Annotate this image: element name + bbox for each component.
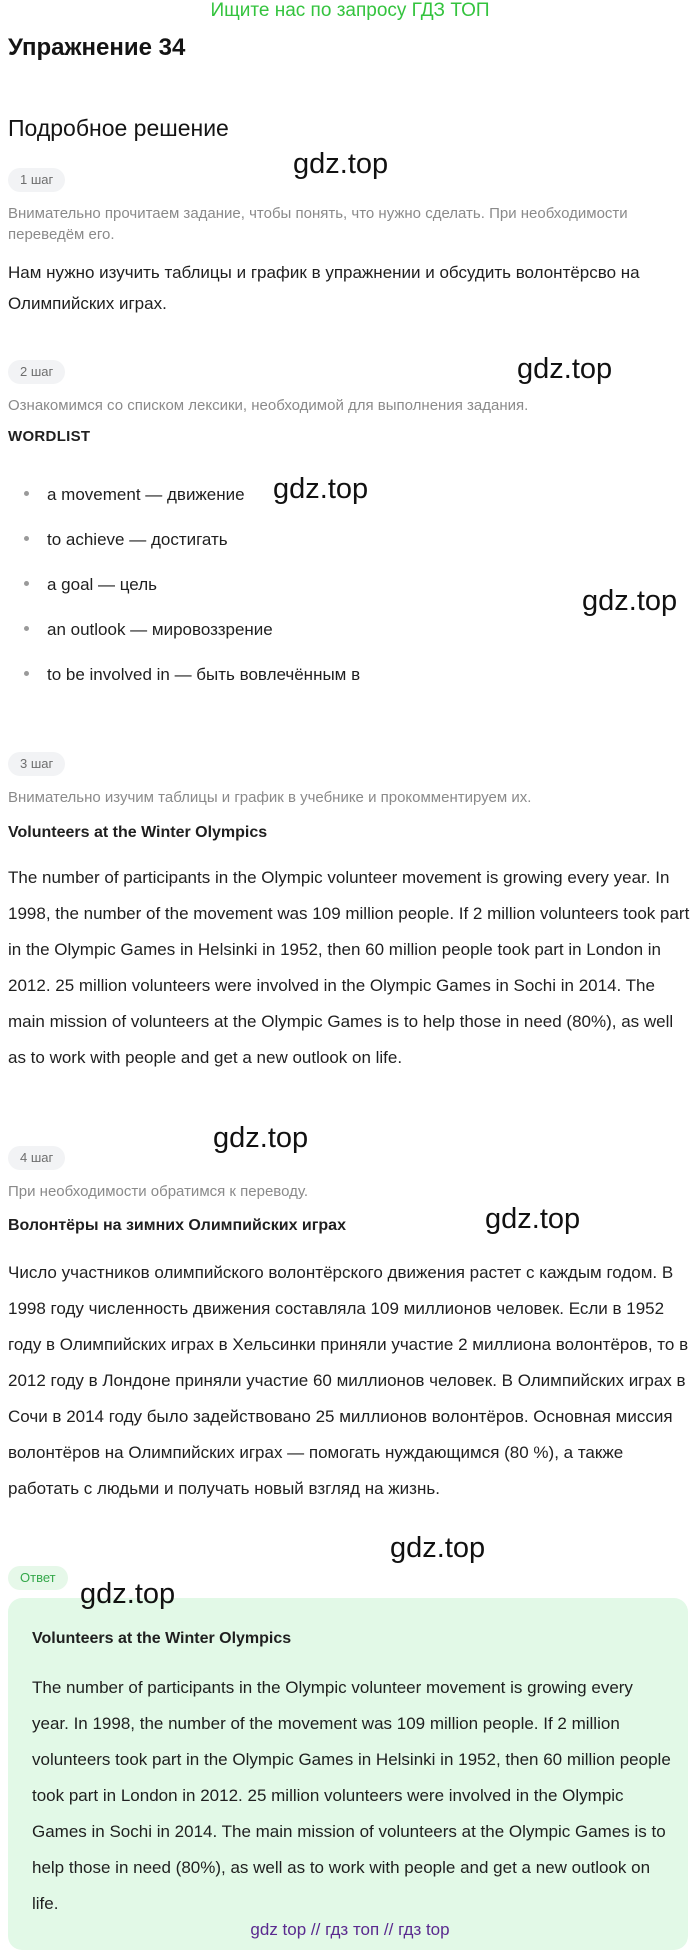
answer-heading: Volunteers at the Winter Olympics xyxy=(32,1630,292,1647)
word-entry: to achieve — достигать xyxy=(47,530,228,549)
wordlist-title: WORDLIST xyxy=(8,428,91,445)
step-text-1: Нам нужно изучить таблицы и график в упражнении и обсудить волонтёрсво на Олимпийских играх. xyxy=(8,263,640,313)
watermark: gdz.top xyxy=(273,473,369,505)
step-heading-3: Volunteers at the Winter Olympics xyxy=(8,824,268,841)
answer-badge: Ответ xyxy=(8,1566,68,1590)
step-badge-2: 2 шаг xyxy=(8,360,65,384)
step-hint-1: Внимательно прочитаем задание, чтобы понять, что нужно сделать. При необходимости переведём его. xyxy=(8,205,628,243)
step-text-4: Число участников олимпийского волонтёрского движения растет с каждым годом. В 1998 году численность движения составляла 109 миллионов человек. Если в 1952 году в Олимпийских играх в Хельсинки приняли участие 2 миллиона волонтёров, то в 2012 году в Лондоне приняли участие 60 миллионов человек. В Олимпийских играх в Сочи в 2014 году было задействовано 25 миллионов волонтёров. Основная миссия волонтёров на Олимпийских играх — помогать нуждающимся (80 %), а также работать с людьми и получать новый взгляд на жизнь. xyxy=(8,1263,689,1498)
step-hint-4: При необходимости обратимся к переводу. xyxy=(8,1183,309,1200)
step-badge-4: 4 шаг xyxy=(8,1146,65,1170)
word-entry: a goal — цель xyxy=(47,575,157,594)
bullet-icon xyxy=(24,491,29,496)
list-item xyxy=(24,620,273,640)
step-badge-3: 3 шаг xyxy=(8,752,65,776)
list-item xyxy=(24,530,228,550)
watermark: gdz.top xyxy=(293,148,389,180)
watermark: gdz.top xyxy=(485,1203,581,1235)
watermark: gdz.top xyxy=(517,353,613,385)
watermark: gdz.top xyxy=(582,585,678,617)
answer-text: The number of participants in the Olympic volunteer movement is growing every year. In 1998, the number of the movement was 109 million people. If 2 million volunteers took part in the Olympic Games in Helsinki in 1952, then 60 million people took part in London in 2012. 25 million volunteers were involved in the Olympic Games in Sochi in 2014. The main mission of volunteers at the Olympic Games is to help those in need (80%), as well as to work with people and get a new outlook on life. xyxy=(32,1678,671,1913)
list-item xyxy=(24,665,360,685)
section-title: Подробное решение xyxy=(8,115,229,141)
search-banner: Ищите нас по запросу ГДЗ ТОП xyxy=(210,0,490,21)
bullet-icon xyxy=(24,626,29,631)
bullet-icon xyxy=(24,671,29,676)
step-heading-4: Волонтёры на зимних Олимпийских играх xyxy=(8,1217,346,1234)
step-hint-2: Ознакомимся со списком лексики, необходимой для выполнения задания. xyxy=(8,397,529,414)
step-hint-3: Внимательно изучим таблицы и график в учебнике и прокомментируем их. xyxy=(8,789,532,806)
list-item xyxy=(24,485,245,505)
footer-links[interactable]: gdz top // гдз топ // гдз top xyxy=(250,1920,450,1939)
word-entry: a movement — движение xyxy=(47,485,245,504)
step-badge-1: 1 шаг xyxy=(8,168,65,192)
bullet-icon xyxy=(24,581,29,586)
watermark: gdz.top xyxy=(390,1532,486,1564)
list-item xyxy=(24,575,157,595)
word-entry: an outlook — мировоззрение xyxy=(47,620,273,639)
word-entry: to be involved in — быть вовлечённым в xyxy=(47,665,361,684)
watermark: gdz.top xyxy=(80,1578,176,1610)
step-text-3: The number of participants in the Olympic volunteer movement is growing every year. In 1998, the number of the movement was 109 million people. If 2 million volunteers took part in the Olympic Games in Helsinki in 1952, then 60 million people took part in London in 2012. 25 million volunteers were involved in the Olympic Games in Sochi in 2014. The main mission of volunteers at the Olympic Games is to help those in need (80%), as well as to work with people and get a new outlook on life. xyxy=(8,868,690,1067)
watermark: gdz.top xyxy=(213,1122,309,1154)
page-title: Упражнение 34 xyxy=(8,34,186,61)
bullet-icon xyxy=(24,536,29,541)
